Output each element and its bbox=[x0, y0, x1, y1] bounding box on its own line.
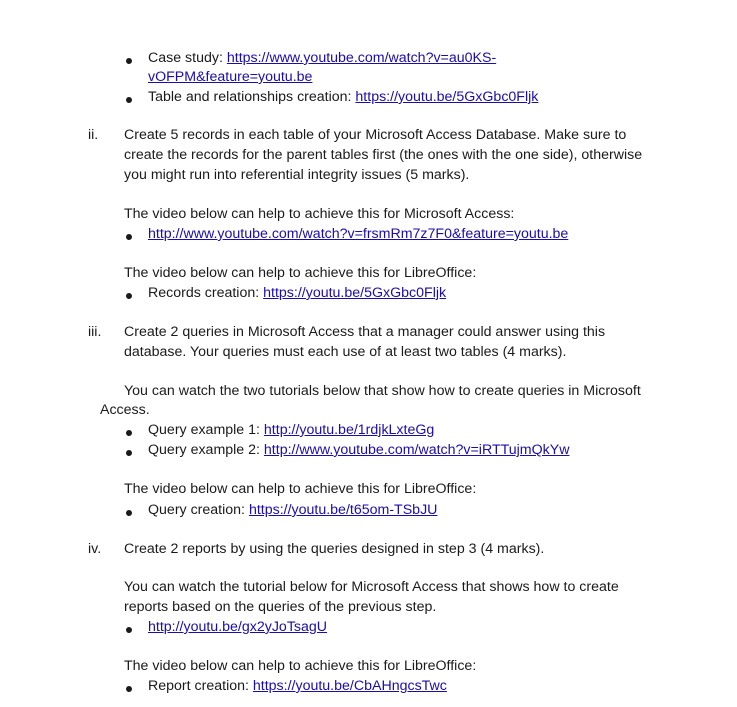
item-iii-tutorial-line1: You can watch the two tutorials below that show how to create queries in Microsoft bbox=[124, 383, 641, 399]
item-ii-access-link[interactable]: http://www.youtube.com/watch?v=frsmRm7z7F0&feature=youtu.be bbox=[148, 226, 569, 242]
bullet bbox=[126, 686, 132, 692]
query-example-1-line bbox=[148, 421, 434, 439]
query-example-2-link[interactable]: http://www.youtube.com/watch?v=iRTTujmQkYw bbox=[263, 442, 570, 458]
bullet bbox=[126, 293, 132, 299]
item-iv-access-line bbox=[148, 618, 327, 636]
item-ii-line1: Create 5 records in each table of your Microsoft Access Database. Make sure to bbox=[124, 127, 627, 143]
bullet bbox=[126, 510, 132, 516]
case-study-link[interactable]: https://www.youtube.com/watch?v=au0KS- bbox=[226, 50, 497, 66]
item-iii-libre-line bbox=[148, 501, 437, 519]
item-iii-tutorial-line2: Access. bbox=[100, 402, 150, 418]
case-study-link-cont bbox=[148, 68, 312, 86]
item-iv-numeral: iv. bbox=[88, 541, 102, 557]
table-relationships-link[interactable]: https://youtu.be/5GxGbc0Fljk bbox=[355, 89, 539, 105]
bullet bbox=[126, 58, 132, 64]
case-study-link-part2[interactable]: vOFPM&feature=youtu.be bbox=[148, 69, 313, 85]
records-creation-link[interactable]: https://youtu.be/5GxGbc0Fljk bbox=[263, 285, 447, 301]
query-example-1-link[interactable]: http://youtu.be/1rdjkLxteGg bbox=[263, 422, 435, 438]
table-relationships-line bbox=[148, 88, 538, 106]
item-ii-libre-intro: The video below can help to achieve this for LibreOffice: bbox=[124, 265, 477, 281]
records-creation-label: Records creation: bbox=[148, 285, 264, 301]
item-ii-line2: create the records for the parent tables first (the ones with the one side), otherwise bbox=[124, 147, 643, 163]
item-ii-access-line bbox=[148, 225, 568, 243]
item-iii-line2: database. Your queries must each use of at least two tables (4 marks). bbox=[124, 344, 567, 360]
item-iii-line1: Create 2 queries in Microsoft Access that a manager could answer using this bbox=[124, 324, 606, 340]
query-creation-link[interactable]: https://youtu.be/t65om-TSbJU bbox=[248, 502, 438, 518]
item-iii-numeral: iii. bbox=[88, 324, 102, 340]
item-iv-libre-line bbox=[148, 677, 447, 695]
item-iv-line1: Create 2 reports by using the queries designed in step 3 (4 marks). bbox=[124, 541, 545, 557]
case-study-label: Case study: bbox=[148, 50, 227, 66]
report-creation-link[interactable]: https://youtu.be/CbAHngcsTwc bbox=[252, 678, 447, 694]
table-relationships-label: Table and relationships creation: bbox=[148, 89, 356, 105]
bullet bbox=[126, 430, 132, 436]
bullet bbox=[126, 627, 132, 633]
item-iv-tutorial-line2: reports based on the queries of the previous step. bbox=[124, 599, 437, 615]
item-iv-libre-intro: The video below can help to achieve this for LibreOffice: bbox=[124, 658, 477, 674]
report-creation-label: Report creation: bbox=[148, 678, 253, 694]
case-study-line bbox=[148, 49, 496, 67]
bullet bbox=[126, 97, 132, 103]
query-creation-label: Query creation: bbox=[148, 502, 249, 518]
query-example-1-label: Query example 1: bbox=[148, 422, 264, 438]
bullet bbox=[126, 234, 132, 240]
item-ii-libre-line bbox=[148, 284, 446, 302]
query-example-2-line bbox=[148, 441, 569, 459]
item-ii-access-intro: The video below can help to achieve this for Microsoft Access: bbox=[124, 206, 515, 222]
item-iv-access-link[interactable]: http://youtu.be/gx2yJoTsagU bbox=[148, 619, 328, 635]
item-ii-numeral: ii. bbox=[88, 127, 99, 143]
item-iii-libre-intro: The video below can help to achieve this for LibreOffice: bbox=[124, 481, 477, 497]
item-iv-tutorial-line1: You can watch the tutorial below for Microsoft Access that shows how to create bbox=[124, 579, 619, 595]
item-ii-line3: you might run into referential integrity issues (5 marks). bbox=[124, 167, 470, 183]
bullet bbox=[126, 450, 132, 456]
query-example-2-label: Query example 2: bbox=[148, 442, 264, 458]
